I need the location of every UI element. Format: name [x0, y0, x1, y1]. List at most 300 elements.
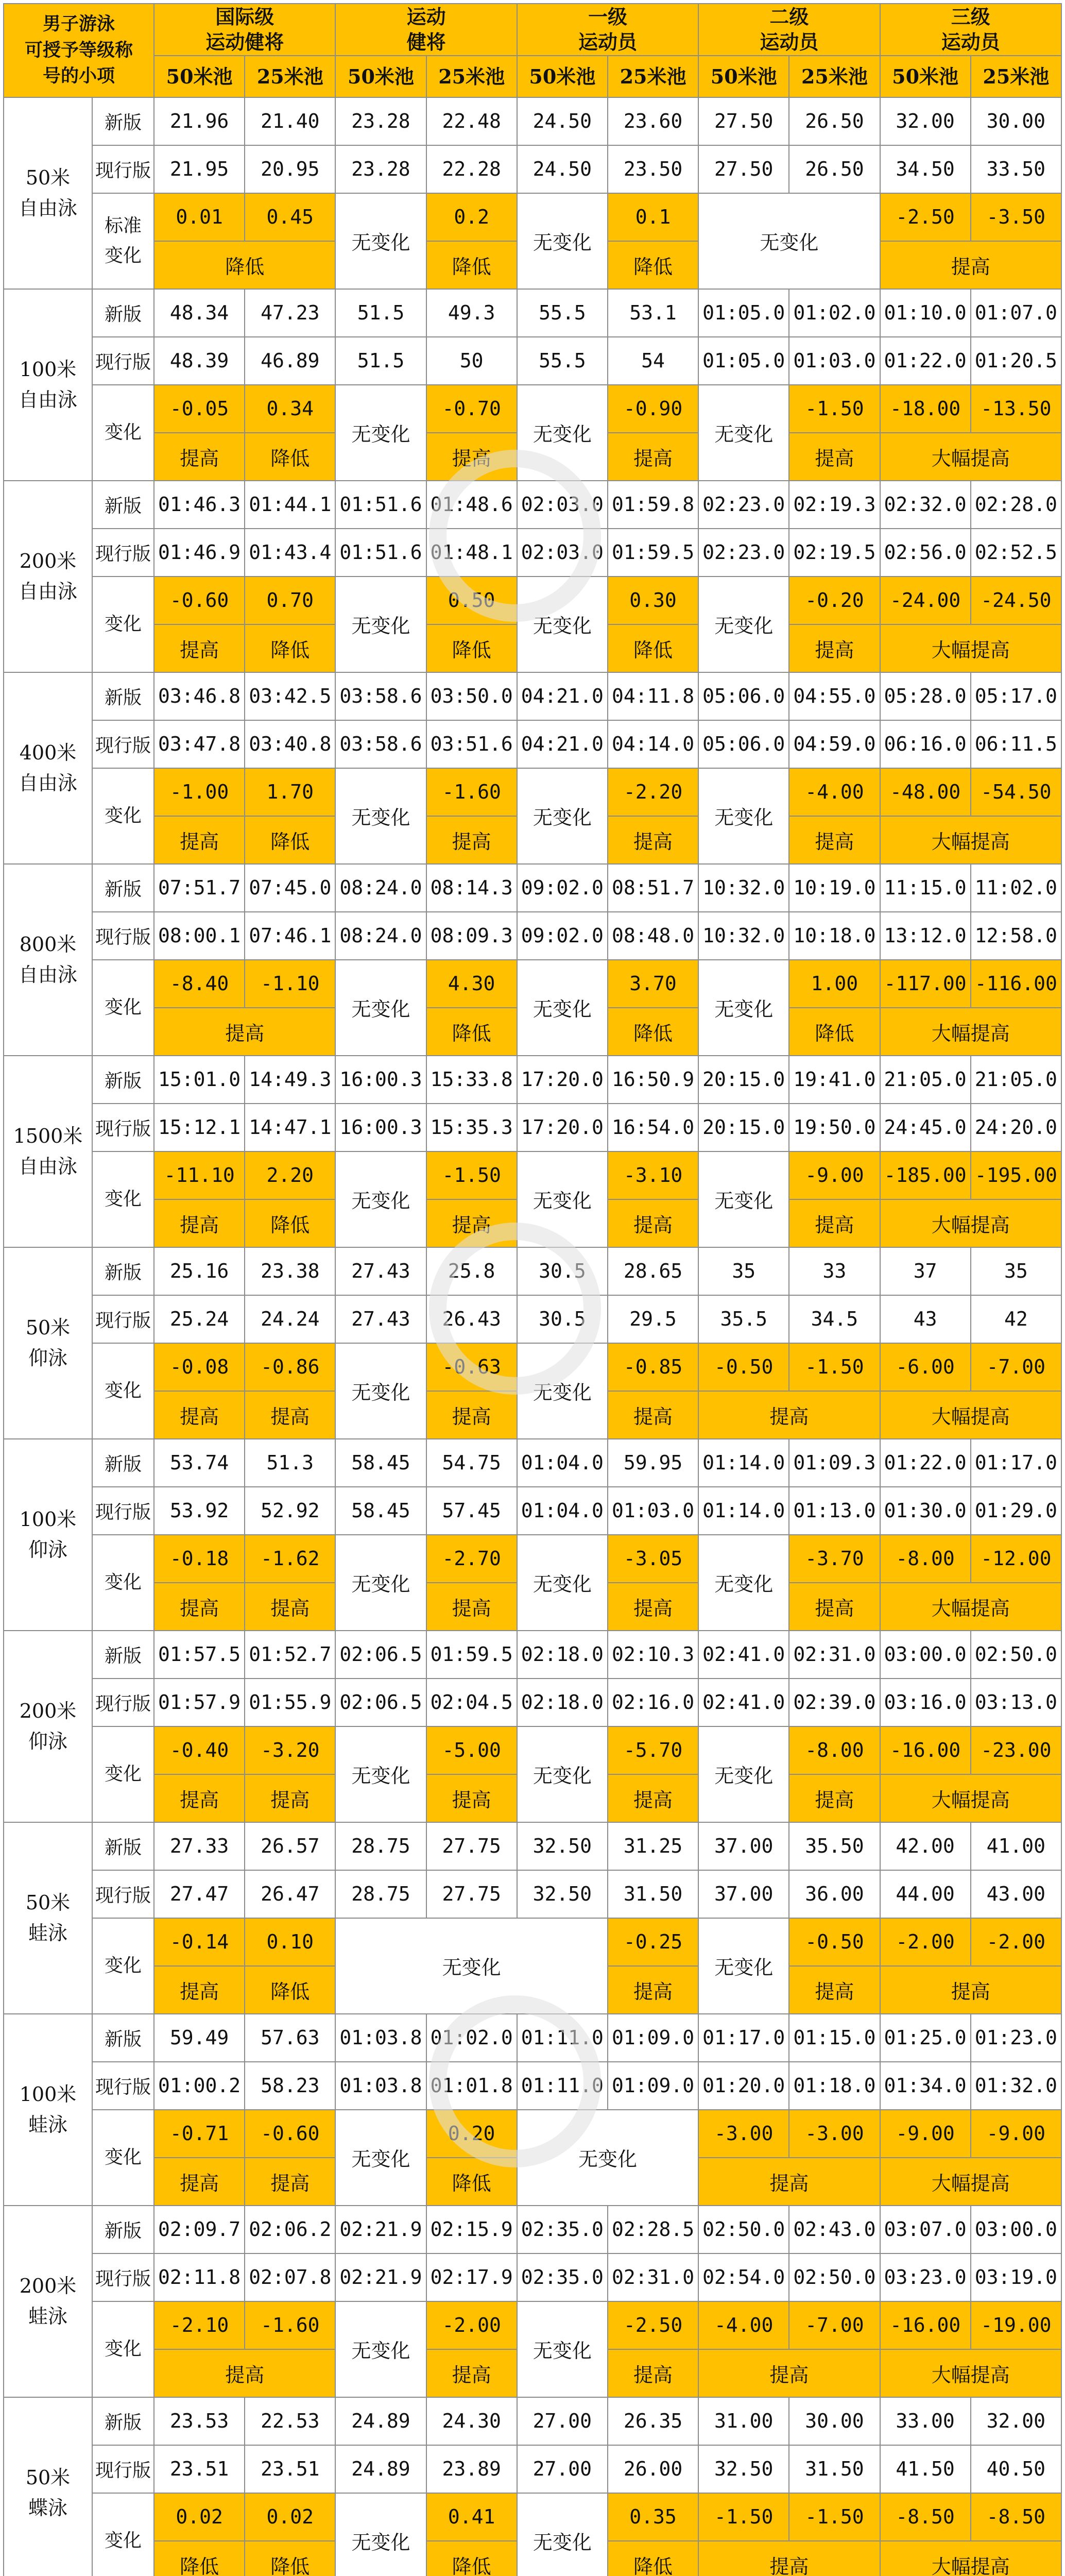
- standard-value: 22.28: [426, 145, 517, 193]
- standard-value: 33: [789, 1247, 880, 1295]
- evaluation-badge: 降低: [608, 1008, 698, 1056]
- standard-value: 01:03.0: [789, 337, 880, 385]
- standard-value: 57.63: [245, 2014, 335, 2062]
- no-change-cell: 无变化: [517, 577, 608, 672]
- standard-value: 02:19.5: [789, 529, 880, 577]
- standard-value: 01:14.0: [698, 1487, 789, 1535]
- standard-value: 44.00: [880, 1870, 971, 1918]
- standard-value: 03:42.5: [245, 672, 335, 720]
- standard-value: 53.1: [608, 289, 698, 337]
- standard-value: 01:20.5: [971, 337, 1061, 385]
- no-change-cell: 无变化: [698, 385, 789, 481]
- delta-value: -11.10: [154, 1151, 245, 1199]
- swim-standards-table: [3, 3, 1062, 2576]
- event-name: 800米 自由泳: [4, 864, 92, 1056]
- no-change-cell: 无变化: [335, 1151, 426, 1247]
- standard-value: 21:05.0: [971, 1056, 1061, 1104]
- event-name: 400米 自由泳: [4, 672, 92, 864]
- standard-value: 33.00: [880, 2397, 971, 2445]
- no-change-cell: 无变化: [335, 2110, 426, 2206]
- standard-value: 24.50: [517, 145, 608, 193]
- evaluation-badge: 提高: [608, 816, 698, 864]
- standard-value: 11:02.0: [971, 864, 1061, 912]
- event-name: 100米 仰泳: [4, 1439, 92, 1631]
- standard-value: 14:49.3: [245, 1056, 335, 1104]
- standard-value: 43: [880, 1295, 971, 1343]
- standard-value: 02:50.0: [789, 2253, 880, 2301]
- evaluation-badge: 降低: [245, 816, 335, 864]
- evaluation-badge: 提高: [426, 1774, 517, 1822]
- standard-value: 10:19.0: [789, 864, 880, 912]
- delta-value: 2.20: [245, 1151, 335, 1199]
- event-row-delta: [4, 1918, 1061, 1966]
- standard-value: 21.96: [154, 97, 245, 145]
- standard-value: 03:23.0: [880, 2253, 971, 2301]
- standard-value: 03:07.0: [880, 2206, 971, 2253]
- standard-value: 23.89: [426, 2445, 517, 2493]
- standard-value: 35: [698, 1247, 789, 1295]
- event-name: 50米 蝶泳: [4, 2397, 92, 2576]
- standard-value: 22.48: [426, 97, 517, 145]
- delta-value: -0.50: [698, 1343, 789, 1391]
- standard-value: 28.75: [335, 1870, 426, 1918]
- evaluation-badge: 提高: [789, 1774, 880, 1822]
- standard-value: 58.45: [335, 1439, 426, 1487]
- standard-value: 03:40.8: [245, 720, 335, 768]
- standard-value: 02:41.0: [698, 1631, 789, 1679]
- delta-value: 0.41: [426, 2493, 517, 2541]
- event-name: 100米 蛙泳: [4, 2014, 92, 2206]
- standard-value: 01:23.0: [971, 2014, 1061, 2062]
- standard-value: 36.00: [789, 1870, 880, 1918]
- event-row-delta: [4, 960, 1061, 1008]
- standard-value: 37.00: [698, 1870, 789, 1918]
- delta-value: -0.18: [154, 1535, 245, 1583]
- standard-value: 01:52.7: [245, 1631, 335, 1679]
- standard-value: 02:23.0: [698, 481, 789, 529]
- row-label-new: 新版: [92, 1822, 154, 1870]
- row-label-current: 现行版: [92, 720, 154, 768]
- standard-value: 01:48.6: [426, 481, 517, 529]
- standard-value: 27.75: [426, 1870, 517, 1918]
- standard-value: 01:29.0: [971, 1487, 1061, 1535]
- standard-value: 23.28: [335, 97, 426, 145]
- standard-value: 07:45.0: [245, 864, 335, 912]
- standard-value: 27.00: [517, 2445, 608, 2493]
- standard-value: 02:18.0: [517, 1631, 608, 1679]
- standard-value: 20:15.0: [698, 1056, 789, 1104]
- event-row-delta: [4, 1535, 1061, 1583]
- event-row-new: [4, 1056, 1061, 1104]
- standard-value: 23.50: [608, 145, 698, 193]
- standard-value: 43.00: [971, 1870, 1061, 1918]
- delta-value: -7.00: [971, 1343, 1061, 1391]
- standard-value: 01:20.0: [698, 2062, 789, 2110]
- standard-value: 21:05.0: [880, 1056, 971, 1104]
- evaluation-badge: 降低: [245, 624, 335, 672]
- event-row-new: [4, 97, 1061, 145]
- standard-value: 02:06.5: [335, 1679, 426, 1726]
- delta-value: -2.10: [154, 2301, 245, 2349]
- no-change-cell: 无变化: [517, 768, 608, 864]
- standard-value: 31.50: [608, 1870, 698, 1918]
- header-row-pools: [4, 56, 1061, 97]
- delta-value: -9.00: [880, 2110, 971, 2158]
- evaluation-badge: 提高: [608, 1583, 698, 1631]
- event-name: 200米 自由泳: [4, 481, 92, 672]
- event-row-current: [4, 912, 1061, 960]
- standard-value: 23.28: [335, 145, 426, 193]
- standard-value: 01:43.4: [245, 529, 335, 577]
- standard-value: 01:09.3: [789, 1439, 880, 1487]
- standard-value: 03:46.8: [154, 672, 245, 720]
- standard-value: 34.50: [880, 145, 971, 193]
- evaluation-badge: 大幅提高: [880, 624, 1061, 672]
- standard-value: 01:34.0: [880, 2062, 971, 2110]
- evaluation-badge: 降低: [245, 1199, 335, 1247]
- delta-value: -1.00: [154, 768, 245, 816]
- delta-value: -5.00: [426, 1726, 517, 1774]
- row-label-current: 现行版: [92, 337, 154, 385]
- standard-value: 59.49: [154, 2014, 245, 2062]
- delta-value: 4.30: [426, 960, 517, 1008]
- standard-value: 55.5: [517, 289, 608, 337]
- standard-value: 30.5: [517, 1295, 608, 1343]
- evaluation-badge: 降低: [154, 241, 335, 289]
- no-change-cell: 无变化: [517, 193, 608, 289]
- evaluation-badge: 大幅提高: [880, 2158, 1061, 2206]
- event-row-new: [4, 1631, 1061, 1679]
- standard-value: 01:25.0: [880, 2014, 971, 2062]
- standard-value: 01:04.0: [517, 1487, 608, 1535]
- standard-value: 16:50.9: [608, 1056, 698, 1104]
- standard-value: 05:06.0: [698, 720, 789, 768]
- row-label-current: 现行版: [92, 2253, 154, 2301]
- row-label-change: 变化: [92, 1918, 154, 2014]
- standard-value: 02:50.0: [698, 2206, 789, 2253]
- event-row-new: [4, 289, 1061, 337]
- standard-value: 01:17.0: [698, 2014, 789, 2062]
- standard-value: 01:57.9: [154, 1679, 245, 1726]
- standard-value: 33.50: [971, 145, 1061, 193]
- standard-value: 48.39: [154, 337, 245, 385]
- row-label-change: 变化: [92, 2301, 154, 2397]
- evaluation-badge: 提高: [426, 816, 517, 864]
- standard-value: 21.40: [245, 97, 335, 145]
- delta-value: -6.00: [880, 1343, 971, 1391]
- delta-value: -117.00: [880, 960, 971, 1008]
- evaluation-badge: 提高: [426, 2349, 517, 2397]
- evaluation-badge: 大幅提高: [880, 1391, 1061, 1439]
- standard-value: 37.00: [698, 1822, 789, 1870]
- row-label-change: 变化: [92, 1535, 154, 1631]
- delta-value: 0.50: [426, 577, 517, 624]
- standard-value: 54: [608, 337, 698, 385]
- evaluation-badge: 提高: [154, 624, 245, 672]
- standard-value: 26.47: [245, 1870, 335, 1918]
- standard-value: 58.45: [335, 1487, 426, 1535]
- evaluation-badge: 提高: [789, 1199, 880, 1247]
- standard-value: 01:59.5: [426, 1631, 517, 1679]
- delta-value: 0.30: [608, 577, 698, 624]
- standard-value: 37: [880, 1247, 971, 1295]
- evaluation-badge: 大幅提高: [880, 1774, 1061, 1822]
- row-label-change: 变化: [92, 385, 154, 481]
- event-name: 1500米 自由泳: [4, 1056, 92, 1247]
- standard-value: 01:11.0: [517, 2014, 608, 2062]
- standard-value: 27.75: [426, 1822, 517, 1870]
- standard-value: 40.50: [971, 2445, 1061, 2493]
- delta-value: -2.70: [426, 1535, 517, 1583]
- standard-value: 02:06.5: [335, 1631, 426, 1679]
- evaluation-badge: 提高: [426, 1391, 517, 1439]
- standard-value: 01:22.0: [880, 1439, 971, 1487]
- event-name: 100米 自由泳: [4, 289, 92, 481]
- row-label-current: 现行版: [92, 2062, 154, 2110]
- evaluation-badge: 提高: [698, 1391, 880, 1439]
- standard-value: 03:16.0: [880, 1679, 971, 1726]
- standard-value: 51.3: [245, 1439, 335, 1487]
- standard-value: 05:28.0: [880, 672, 971, 720]
- delta-value: -54.50: [971, 768, 1061, 816]
- delta-value: -0.05: [154, 385, 245, 433]
- standard-value: 06:11.5: [971, 720, 1061, 768]
- delta-value: 0.1: [608, 193, 698, 241]
- evaluation-badge: 降低: [426, 1008, 517, 1056]
- standard-value: 01:13.0: [789, 1487, 880, 1535]
- evaluation-badge: 降低: [426, 624, 517, 672]
- row-label-new: 新版: [92, 2206, 154, 2253]
- table-header: [4, 4, 1061, 97]
- delta-value: 0.34: [245, 385, 335, 433]
- no-change-cell: 无变化: [698, 1726, 789, 1822]
- evaluation-badge: 提高: [245, 1583, 335, 1631]
- row-label-new: 新版: [92, 1439, 154, 1487]
- evaluation-badge: 降低: [426, 241, 517, 289]
- standard-value: 27.00: [517, 2397, 608, 2445]
- standard-value: 30.00: [971, 97, 1061, 145]
- no-change-cell: 无变化: [517, 2301, 608, 2397]
- delta-value: -3.20: [245, 1726, 335, 1774]
- delta-value: -16.00: [880, 1726, 971, 1774]
- standard-value: 27.50: [698, 145, 789, 193]
- evaluation-badge: 降低: [154, 2541, 245, 2576]
- delta-value: -4.00: [789, 768, 880, 816]
- delta-value: -0.60: [154, 577, 245, 624]
- standard-value: 25.16: [154, 1247, 245, 1295]
- delta-value: -23.00: [971, 1726, 1061, 1774]
- evaluation-badge: 降低: [245, 1966, 335, 2014]
- standard-value: 29.5: [608, 1295, 698, 1343]
- delta-value: -0.60: [245, 2110, 335, 2158]
- delta-value: 0.10: [245, 1918, 335, 1966]
- standard-value: 03:00.0: [880, 1631, 971, 1679]
- row-label-new: 新版: [92, 1247, 154, 1295]
- standard-value: 03:51.6: [426, 720, 517, 768]
- level-header-second: 二级 运动员: [698, 4, 880, 56]
- delta-value: 0.35: [608, 2493, 698, 2541]
- row-label-current: 现行版: [92, 1679, 154, 1726]
- evaluation-badge: 大幅提高: [880, 2349, 1061, 2397]
- standard-value: 01:03.8: [335, 2014, 426, 2062]
- evaluation-badge: 提高: [608, 1391, 698, 1439]
- event-row-current: [4, 720, 1061, 768]
- standard-value: 24:45.0: [880, 1104, 971, 1151]
- no-change-cell: 无变化: [335, 2493, 426, 2576]
- no-change-cell: 无变化: [335, 1726, 426, 1822]
- standard-value: 30.5: [517, 1247, 608, 1295]
- standard-value: 02:56.0: [880, 529, 971, 577]
- event-row-delta: [4, 768, 1061, 816]
- row-label-change: 变化: [92, 960, 154, 1056]
- event-row-new: [4, 1822, 1061, 1870]
- delta-value: 0.2: [426, 193, 517, 241]
- evaluation-badge: 提高: [245, 1774, 335, 1822]
- standard-value: 23.51: [154, 2445, 245, 2493]
- standard-value: 15:01.0: [154, 1056, 245, 1104]
- row-label-current: 现行版: [92, 1295, 154, 1343]
- no-change-cell: 无变化: [517, 2110, 698, 2206]
- no-change-cell: 无变化: [335, 385, 426, 481]
- standard-value: 16:54.0: [608, 1104, 698, 1151]
- no-change-cell: 无变化: [698, 1918, 789, 2014]
- standard-value: 28.75: [335, 1822, 426, 1870]
- delta-value: -0.20: [789, 577, 880, 624]
- standard-value: 02:15.9: [426, 2206, 517, 2253]
- standard-value: 49.3: [426, 289, 517, 337]
- standard-value: 01:51.6: [335, 529, 426, 577]
- event-row-delta: [4, 2110, 1061, 2158]
- delta-value: -0.40: [154, 1726, 245, 1774]
- no-change-cell: 无变化: [698, 768, 789, 864]
- delta-value: -0.14: [154, 1918, 245, 1966]
- no-change-cell: 无变化: [335, 1535, 426, 1631]
- evaluation-badge: 大幅提高: [880, 816, 1061, 864]
- row-label-new: 新版: [92, 1631, 154, 1679]
- standard-value: 51.5: [335, 337, 426, 385]
- standard-value: 23.38: [245, 1247, 335, 1295]
- evaluation-badge: 提高: [245, 2158, 335, 2206]
- delta-value: -2.20: [608, 768, 698, 816]
- event-name: 200米 仰泳: [4, 1631, 92, 1822]
- evaluation-badge: 提高: [880, 1966, 1061, 2014]
- delta-value: -1.50: [426, 1151, 517, 1199]
- standard-value: 04:11.8: [608, 672, 698, 720]
- standard-value: 14:47.1: [245, 1104, 335, 1151]
- standard-value: 26.50: [789, 145, 880, 193]
- delta-value: -48.00: [880, 768, 971, 816]
- delta-value: -3.00: [789, 2110, 880, 2158]
- standard-value: 01:22.0: [880, 337, 971, 385]
- standard-value: 08:09.3: [426, 912, 517, 960]
- standard-value: 20:15.0: [698, 1104, 789, 1151]
- standard-value: 01:03.0: [608, 1487, 698, 1535]
- pool-header-25m: 25米池: [608, 56, 698, 97]
- row-label-current: 现行版: [92, 529, 154, 577]
- evaluation-badge: 提高: [608, 1199, 698, 1247]
- standard-value: 10:18.0: [789, 912, 880, 960]
- event-row-delta: [4, 2301, 1061, 2349]
- standard-value: 08:24.0: [335, 912, 426, 960]
- no-change-cell: 无变化: [698, 1151, 789, 1247]
- row-label-change: 变化: [92, 577, 154, 672]
- standard-value: 26.50: [789, 97, 880, 145]
- event-row-current: [4, 1487, 1061, 1535]
- delta-value: -1.50: [789, 385, 880, 433]
- event-row-current: [4, 1104, 1061, 1151]
- event-row-current: [4, 529, 1061, 577]
- standard-value: 01:02.0: [789, 289, 880, 337]
- delta-value: -0.08: [154, 1343, 245, 1391]
- evaluation-badge: 提高: [154, 433, 245, 481]
- corner-header: 男子游泳 可授予等级称 号的小项: [4, 4, 154, 97]
- row-label-new: 新版: [92, 97, 154, 145]
- standard-value: 15:12.1: [154, 1104, 245, 1151]
- standard-value: 01:57.5: [154, 1631, 245, 1679]
- standard-value: 27.50: [698, 97, 789, 145]
- evaluation-badge: 提高: [426, 1583, 517, 1631]
- delta-value: -8.50: [880, 2493, 971, 2541]
- event-name: 50米 自由泳: [4, 97, 92, 289]
- standard-value: 47.23: [245, 289, 335, 337]
- pool-header-50m: 50米池: [880, 56, 971, 97]
- evaluation-badge: 提高: [245, 1391, 335, 1439]
- standard-value: 01:17.0: [971, 1439, 1061, 1487]
- row-label-change: 变化: [92, 768, 154, 864]
- no-change-cell: 无变化: [517, 2493, 608, 2576]
- delta-value: -7.00: [789, 2301, 880, 2349]
- standard-value: 23.60: [608, 97, 698, 145]
- event-row-delta: [4, 1343, 1061, 1391]
- standard-value: 01:46.3: [154, 481, 245, 529]
- standard-value: 03:58.6: [335, 672, 426, 720]
- delta-value: -2.50: [880, 193, 971, 241]
- event-row-new: [4, 672, 1061, 720]
- evaluation-badge: 提高: [789, 1966, 880, 2014]
- standard-value: 55.5: [517, 337, 608, 385]
- standard-value: 02:23.0: [698, 529, 789, 577]
- row-label-current: 现行版: [92, 2445, 154, 2493]
- standard-value: 53.74: [154, 1439, 245, 1487]
- no-change-cell: 无变化: [698, 960, 789, 1056]
- delta-value: -18.00: [880, 385, 971, 433]
- standard-value: 27.33: [154, 1822, 245, 1870]
- level-header-first: 一级 运动员: [517, 4, 698, 56]
- standard-value: 01:44.1: [245, 481, 335, 529]
- delta-value: -2.00: [426, 2301, 517, 2349]
- delta-value: -0.70: [426, 385, 517, 433]
- delta-value: -0.86: [245, 1343, 335, 1391]
- delta-value: -195.00: [971, 1151, 1061, 1199]
- standard-value: 01:18.0: [789, 2062, 880, 2110]
- standard-value: 08:48.0: [608, 912, 698, 960]
- standard-value: 08:14.3: [426, 864, 517, 912]
- evaluation-badge: 提高: [154, 2158, 245, 2206]
- delta-value: -1.50: [789, 1343, 880, 1391]
- evaluation-badge: 降低: [608, 2541, 698, 2576]
- standard-value: 32.50: [517, 1822, 608, 1870]
- delta-value: 0.02: [154, 2493, 245, 2541]
- standard-value: 01:01.8: [426, 2062, 517, 2110]
- standard-value: 53.92: [154, 1487, 245, 1535]
- standard-value: 03:58.6: [335, 720, 426, 768]
- evaluation-badge: 提高: [880, 241, 1061, 289]
- standard-value: 02:03.0: [517, 529, 608, 577]
- delta-value: -0.63: [426, 1343, 517, 1391]
- evaluation-badge: 降低: [608, 624, 698, 672]
- standard-value: 13:12.0: [880, 912, 971, 960]
- header-row-levels: [4, 4, 1061, 56]
